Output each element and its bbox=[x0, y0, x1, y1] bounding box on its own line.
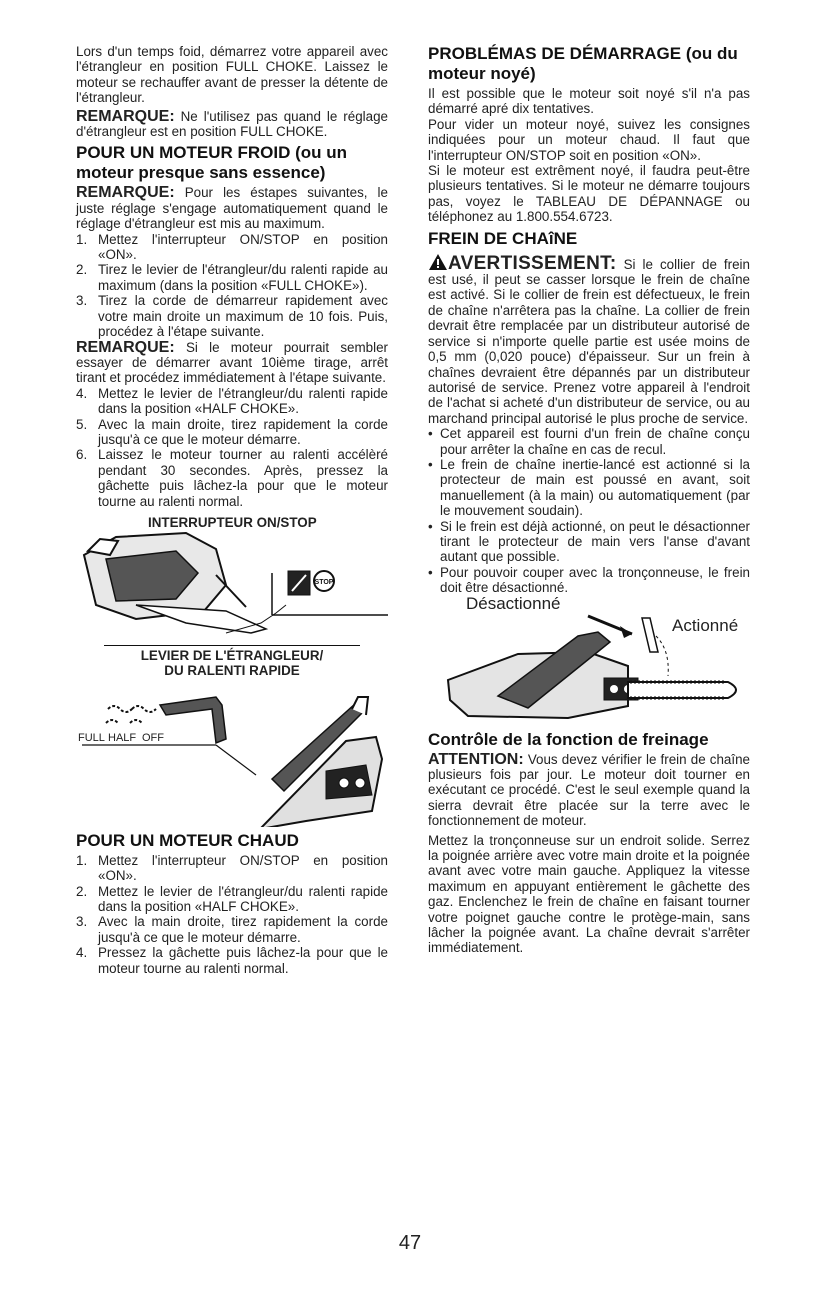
page-number: 47 bbox=[398, 1232, 422, 1254]
list-item: • Pour pouvoir couper avec la tronçonneuse, le frein doit être désactionné. bbox=[428, 565, 750, 596]
intro-paragraph: Lors d'un temps foid, démarrez votre appareil avec l'étrangleur en position FULL CHOKE. Laissez le moteur se rechauffer avant de presser la détente de l'étrangleur. bbox=[76, 44, 388, 106]
brake-control-title: Contrôle de la fonction de freinage bbox=[428, 729, 709, 749]
remarque-label: REMARQUE: bbox=[76, 184, 175, 202]
step-text: Tirez la corde de démarreur rapidement avec votre main droite un maximum de 10 fois. Puis, procédez à l'étape suivante. bbox=[98, 293, 388, 340]
step-number: 4. bbox=[76, 945, 88, 961]
engaged-label: Actionné bbox=[672, 615, 739, 635]
choke-lever-caption bbox=[76, 648, 388, 679]
disengaged-label: Désactionné bbox=[466, 593, 561, 613]
list-item: • Le frein de chaîne inertie-lancé est actionné si la protecteur de main est poussé en avant, soit manuellement (à la main) ou automatiquement (par le mouvement soudain). bbox=[428, 457, 750, 519]
chain-brake-figure bbox=[428, 593, 750, 726]
chainsaw-engine-illustration bbox=[76, 515, 388, 639]
caption-line: DU RALENTI RAPIDE bbox=[164, 663, 300, 679]
remarque-text: Ne l'utilisez pas quand le réglage d'étrangleur est en position FULL CHOKE. bbox=[76, 108, 388, 140]
cold-engine-title: POUR UN MOTEUR FROID (ou un moteur presque sans essence) bbox=[76, 143, 348, 183]
remarque-1 bbox=[76, 109, 388, 140]
position-full-label: FULL bbox=[78, 731, 105, 744]
step-number: 3. bbox=[76, 914, 88, 930]
brake-control-paragraph: Mettez la tronçonneuse sur un endroit solide. Serrez la poignée arrière avec votre main droite et la poignée avant avec votre main gauche. Appliquez la vitesse maximum en appuyant entièrement le gâchette des gaz. Enclenchez le frein de chaîne en faisant tourner votre poignet gauche contre le protège-main, sans lâcher la poignée avant. La chaîne devrait s'arrêter immédiatement. bbox=[428, 832, 750, 956]
list-item: • Cet appareil est fourni d'un frein de chaîne conçu pour arrêter la chaîne en cas de recul. bbox=[428, 426, 750, 457]
choke-lever-illustration bbox=[76, 679, 388, 827]
list-item bbox=[76, 262, 388, 293]
brake-bullet-list bbox=[428, 426, 750, 595]
list-item bbox=[76, 293, 388, 339]
stop-icon-label: STOP bbox=[314, 578, 334, 586]
step-number: 4. bbox=[76, 385, 88, 401]
attention-text: Vous devez vérifier le frein de chaîne plusieurs fois par jour. Le moteur doit tourner en exécutant ce procédé. C'est le seul exemple quand la sierra devrait être placée sur la terre avec le fonctionnement de moteur. bbox=[428, 751, 750, 829]
step-text: Mettez le levier de l'étrangleur/du ralenti rapide dans la position «HALF CHOKE». bbox=[98, 385, 388, 417]
caption-line: LEVIER DE L'ÉTRANGLEUR/ bbox=[140, 647, 324, 663]
on-stop-switch-figure bbox=[76, 515, 388, 639]
chainsaw-brake-illustration bbox=[428, 593, 750, 726]
flood-paragraph: Si le moteur est extrêment noyé, il faudra peut-être plusieurs tentatives. Si le moteur ne démarre toujours pas, voyez le TABLEAU DE DÉPANNAGE ou téléphonez au 1.800.554.6723. bbox=[428, 163, 750, 225]
remarque-text: Si le moteur pourrait sembler essayer de démarrer avant 10ième tirage, arrêt tirant et procédez immédiatement à l'étape suivante. bbox=[76, 339, 388, 386]
warm-engine-title: POUR UN MOTEUR CHAUD bbox=[76, 830, 299, 850]
figure-label: INTERRUPTEUR ON/STOP bbox=[148, 514, 317, 530]
right-column bbox=[428, 44, 750, 956]
step-text: Pressez la gâchette puis lâchez-la pour que le moteur tourne au ralenti normal. bbox=[98, 945, 388, 976]
warning-label: AVERTISSEMENT: bbox=[448, 252, 617, 274]
step-number: 1. bbox=[76, 231, 88, 247]
cold-steps-list-b bbox=[76, 386, 388, 509]
warning-text: Si le collier de frein est usé, il peut se casser lorsque le frein de chaîne est activé. Si le collier de frein est défectueux, le frein de chaîne n'arrêtera pas la chaîne. La collier de frein devrait être remplacée par un distributeur autorisé de service si n'importe quelle partie est usée moins de 0,5 mm (0,020 pouce) d'épaisseur. Sur un frein à chaînes devraient être dépannés par un distributeur autorisé de service. Prenez votre appareil à l'endroit de l'achat si acheté d'un distributeur de service, ou au marchand principal autorisé le plus proche de service. bbox=[428, 256, 750, 426]
list-item bbox=[76, 417, 388, 448]
attention-paragraph bbox=[428, 752, 750, 829]
choke-lever-figure bbox=[76, 679, 388, 827]
left-column bbox=[76, 44, 388, 976]
remarque-3 bbox=[76, 340, 388, 386]
warm-steps-list bbox=[76, 853, 388, 976]
remarque-2 bbox=[76, 185, 388, 231]
step-text: Mettez l'interrupteur ON/STOP en position «ON». bbox=[98, 852, 388, 884]
list-item bbox=[76, 945, 388, 976]
step-text: Avec la main droite, tirez rapidement la corde jusqu'à ce que le moteur démarre. bbox=[98, 914, 388, 945]
flood-paragraph: Pour vider un moteur noyé, suivez les consignes indiquées pour un moteur chaud. Il faut que l'interrupteur ON/STOP soit en position «ON». bbox=[428, 116, 750, 163]
step-text: Laissez le moteur tourner au ralenti accélèré pendant 30 secondes. Après, pressez la gâchette puis lâchez-la pour que le moteur tourne au ralenti normal. bbox=[98, 447, 388, 509]
step-number: 2. bbox=[76, 883, 88, 899]
step-text: Tirez le levier de l'étrangleur/du ralenti rapide au maximum (dans la position «FULL CHOKE»). bbox=[98, 262, 388, 293]
remarque-text: Pour les éstapes suivantes, le juste réglage s'engage automatiquement quand le réglage d'étrangleur est mis au maximum. bbox=[76, 185, 388, 232]
list-item bbox=[76, 853, 388, 884]
position-off-label: OFF bbox=[142, 731, 164, 744]
step-number: 5. bbox=[76, 416, 88, 432]
step-number: 6. bbox=[76, 447, 88, 463]
step-text: Avec la main droite, tirez rapidement la corde jusqu'à ce que le moteur démarre. bbox=[98, 416, 388, 447]
remarque-label: REMARQUE: bbox=[76, 338, 175, 356]
chain-brake-title: FREIN DE CHAîNE bbox=[428, 228, 578, 248]
step-number: 1. bbox=[76, 852, 88, 868]
remarque-label: REMARQUE: bbox=[76, 107, 175, 125]
warning-paragraph bbox=[428, 253, 750, 426]
flood-paragraph: Il est possible que le moteur soit noyé s'il n'a pas démarré apré dix tentatives. bbox=[428, 86, 750, 117]
list-item bbox=[76, 447, 388, 509]
step-number: 2. bbox=[76, 262, 88, 278]
flooded-engine-title: PROBLÉMAS DE DÉMARRAGE (ou du moteur noyé) bbox=[428, 44, 738, 83]
warning-triangle-icon bbox=[428, 253, 448, 271]
list-item bbox=[76, 386, 388, 417]
list-item bbox=[76, 914, 388, 945]
step-number: 3. bbox=[76, 293, 88, 309]
list-item bbox=[76, 232, 388, 263]
attention-label: ATTENTION: bbox=[428, 750, 524, 768]
list-item bbox=[76, 884, 388, 915]
figure-divider bbox=[104, 645, 360, 646]
step-text: Mettez le levier de l'étrangleur/du ralenti rapide dans la position «HALF CHOKE». bbox=[98, 883, 388, 914]
cold-steps-list-a bbox=[76, 232, 388, 340]
step-text: Mettez l'interrupteur ON/STOP en position «ON». bbox=[98, 231, 388, 263]
position-half-label: HALF bbox=[108, 731, 137, 744]
list-item: • Si le frein est déjà actionné, on peut le désactionner tirant le protecteur de main vers l'anse d'avant autant que possible. bbox=[428, 519, 750, 565]
